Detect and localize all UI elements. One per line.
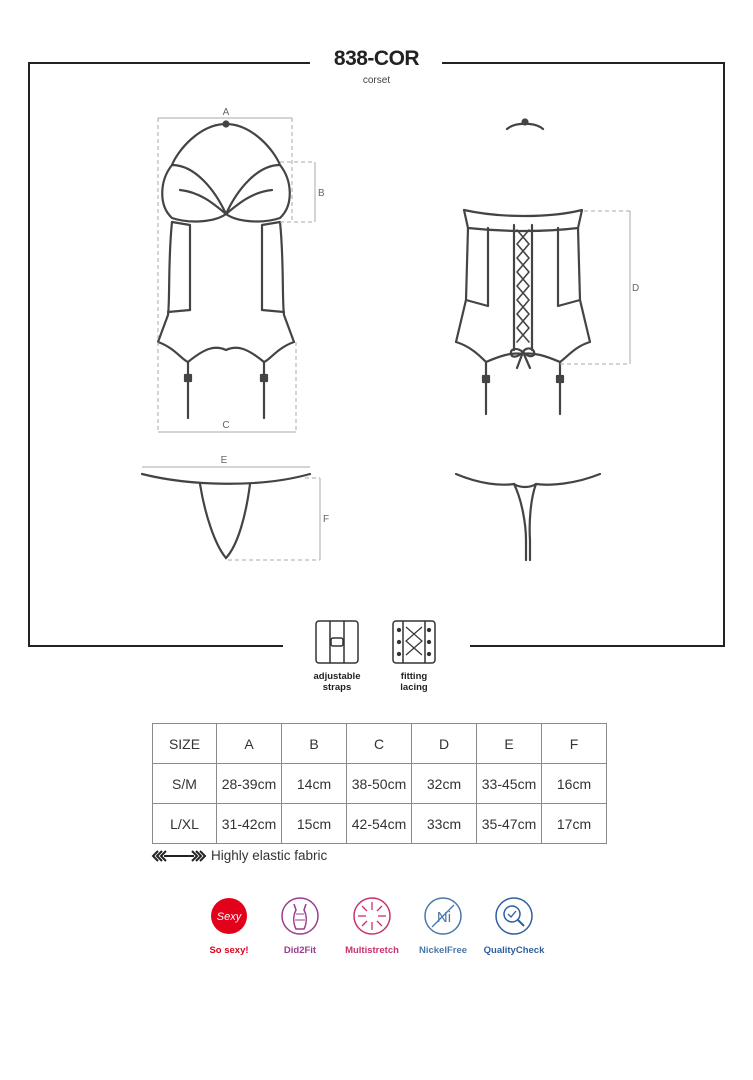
fabric-note: Highly elastic fabric (211, 848, 328, 863)
corset-back-drawing (456, 120, 590, 415)
feature-label-line: lacing (400, 682, 428, 693)
did2fit-icon (280, 896, 320, 936)
feature-adjustable-straps (297, 671, 377, 693)
quality-check-icon (494, 896, 534, 936)
table-header-cell: F (542, 724, 607, 764)
table-cell: 33-45cm (477, 764, 542, 804)
badge-label: NickelFree (418, 945, 468, 956)
table-header-cell: E (477, 724, 542, 764)
badge-label: Multistretch (345, 945, 399, 956)
table-cell: 38-50cm (347, 764, 412, 804)
dim-label-a: A (222, 107, 230, 118)
dimension-lines-back (560, 211, 630, 364)
table-cell: 42-54cm (347, 804, 412, 844)
table-cell: 15cm (282, 804, 347, 844)
dim-label-c: C (222, 420, 230, 431)
dim-label-b: B (318, 188, 325, 199)
product-code: 838-COR (333, 47, 420, 70)
badge-label: Did2Fit (283, 945, 317, 956)
table-row (153, 804, 607, 844)
table-cell: 16cm (542, 764, 607, 804)
dimension-lines-thong (142, 467, 320, 560)
badge-qualitycheck (474, 896, 554, 956)
table-header-cell: C (347, 724, 412, 764)
table-header-cell: D (412, 724, 477, 764)
nickel-free-icon (423, 896, 463, 936)
adjustable-straps-icon (316, 621, 358, 663)
feature-label-line: fitting (400, 671, 428, 682)
sexy-icon-text: Sexy (216, 911, 242, 923)
table-cell: 14cm (282, 764, 347, 804)
dim-label-f: F (323, 514, 330, 525)
badge-nickelfree (403, 896, 483, 956)
table-cell: L/XL (153, 804, 217, 844)
frame (29, 63, 724, 646)
badge-multistretch (332, 896, 412, 956)
thong-front-drawing (142, 474, 310, 558)
badge-so-sexy (189, 896, 269, 956)
table-header-cell: A (217, 724, 282, 764)
elastic-arrow-icon (150, 849, 208, 863)
badge-label: QualityCheck (483, 945, 545, 956)
thong-back-drawing (456, 474, 600, 560)
table-cell: 17cm (542, 804, 607, 844)
corset-front-drawing (158, 122, 294, 419)
table-cell: 35-47cm (477, 804, 542, 844)
table-header-cell: SIZE (153, 724, 217, 764)
table-cell: 31-42cm (217, 804, 282, 844)
dim-label-e: E (220, 455, 228, 466)
feature-fitting-lacing (374, 671, 454, 693)
table-cell: 33cm (412, 804, 477, 844)
fitting-lacing-icon (393, 621, 435, 663)
dim-label-d: D (632, 283, 640, 294)
badge-label: So sexy! (209, 945, 249, 956)
size-table (152, 723, 607, 844)
table-cell: 32cm (412, 764, 477, 804)
table-cell: 28-39cm (217, 764, 282, 804)
table-header-row (153, 724, 607, 764)
product-type: corset (362, 75, 391, 86)
sexy-icon (209, 896, 249, 936)
badge-did2fit (260, 896, 340, 956)
table-row (153, 764, 607, 804)
nickel-icon-text: Ni (436, 909, 452, 926)
multistretch-icon (352, 896, 392, 936)
feature-label-line: straps (322, 682, 352, 693)
dimension-lines-front (158, 118, 315, 432)
table-header-cell: B (282, 724, 347, 764)
table-cell: S/M (153, 764, 217, 804)
feature-label-line: adjustable (313, 671, 361, 682)
